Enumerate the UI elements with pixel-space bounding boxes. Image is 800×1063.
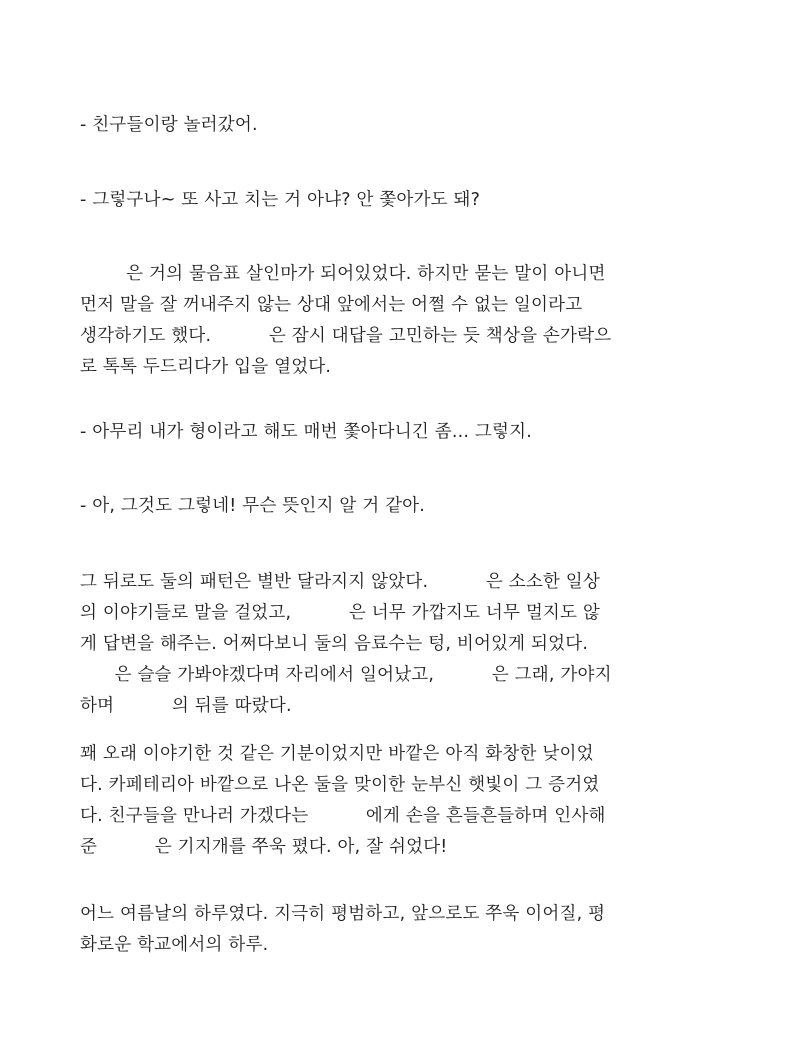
text-line: 의 이야기들로 말을 걸었고, 은 너무 가깝지도 너무 멀지도 않 [80,603,601,623]
dialogue-line [80,417,740,448]
narration-paragraph [80,567,740,722]
dialogue-line [80,491,740,522]
text-line: 다. 카페테리아 바깥으로 나온 둘을 맞이한 눈부신 햇빛이 그 증거였 [80,775,600,795]
text-line: 준 은 기지개를 쭈욱 폈다. 아, 잘 쉬었다! [80,837,448,857]
text-line: 다. 친구들을 만나러 가겠다는 에게 손을 흔들흔들하며 인사해 [80,806,606,826]
text-line: 로 톡톡 두드리다가 입을 열었다. [80,357,332,377]
text-line: 게 답변을 해주는. 어쩌다보니 둘의 음료수는 텅, 비어있게 되었다. [80,634,589,654]
text-line: - 아무리 내가 형이라고 해도 매번 쫓아다니긴 좀... 그렇지. [80,422,532,442]
narration-paragraph [80,739,740,863]
text-line: 하며 의 뒤를 따랐다. [80,696,292,716]
dialogue-line [80,185,740,216]
text-line: 먼저 말을 잘 꺼내주지 않는 상대 앞에서는 어쩔 수 없는 일이라고 [80,295,583,315]
text-line: 그 뒤로도 둘의 패턴은 별반 달라지지 않았다. 은 소소한 일상 [80,572,601,592]
text-line: - 아, 그것도 그렇네! 무슨 뜻인지 알 거 같아. [80,496,426,516]
text-line: - 그렇구나~ 또 사고 치는 거 아냐? 안 쫓아가도 돼? [80,190,481,210]
dialogue-line [80,110,740,141]
narration-paragraph [80,899,740,961]
text-line: 꽤 오래 이야기한 것 같은 기분이었지만 바깥은 아직 화창한 낮이었 [80,744,594,764]
text-line: 은 거의 물음표 살인마가 되어있었다. 하지만 묻는 말이 아니면 [80,264,606,284]
text-line: - 친구들이랑 놀러갔어. [80,115,258,135]
narration-paragraph [80,259,740,383]
text-line: 화로운 학교에서의 하루. [80,935,269,955]
text-line: 은 슬슬 가봐야겠다며 자리에서 일어났고, 은 그래, 가야지 [80,665,612,685]
text-line: 어느 여름날의 하루였다. 지극히 평범하고, 앞으로도 쭈욱 이어질, 평 [80,904,606,924]
text-line: 생각하기도 했다. 은 잠시 대답을 고민하는 듯 책상을 손가락으 [80,326,612,346]
